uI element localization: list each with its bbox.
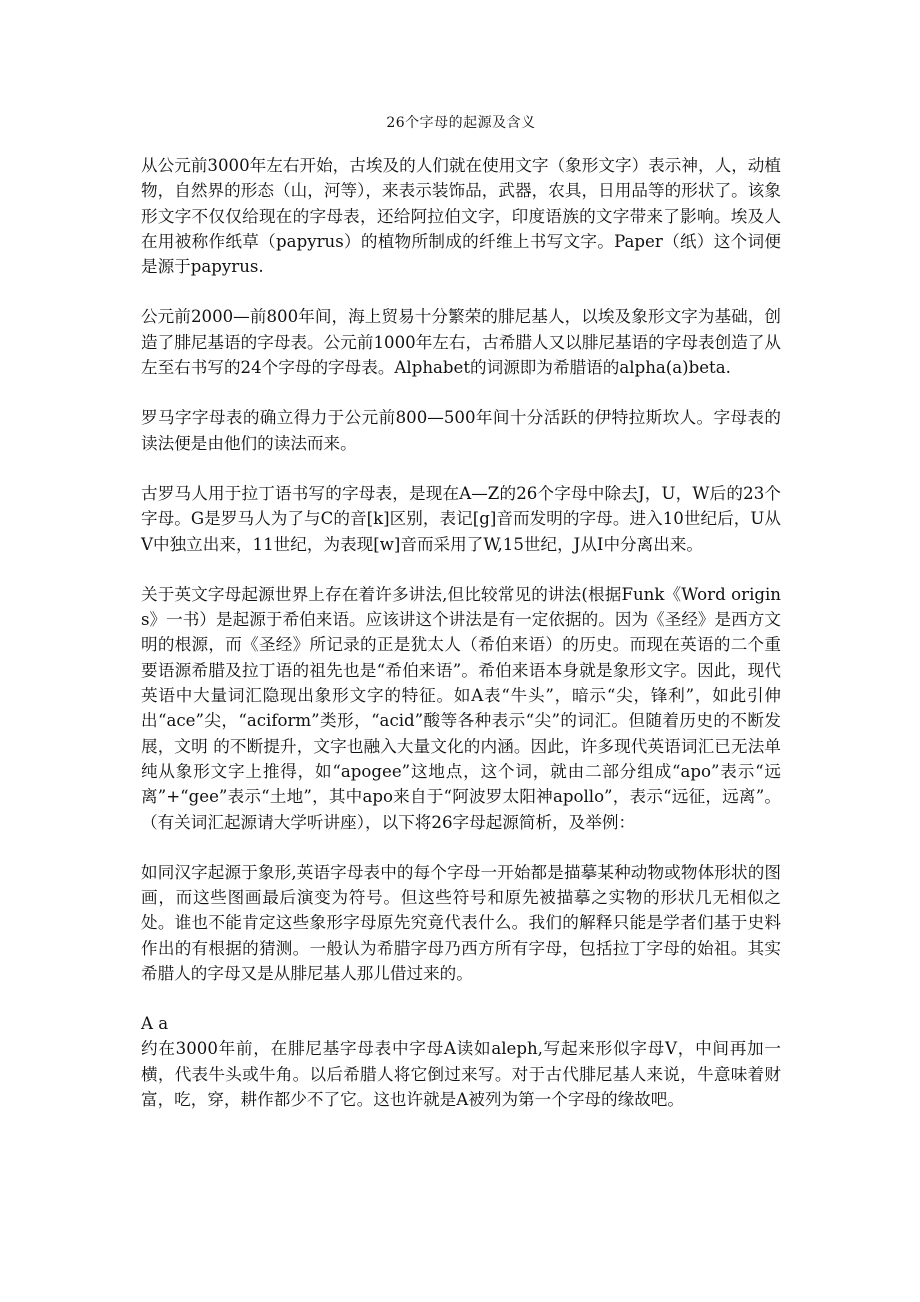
letter-a-section (141, 1011, 781, 1112)
document-title: 26个字母的起源及含义 (386, 115, 536, 131)
document-page (141, 113, 781, 1112)
letter-a-body: 约在3000年前，在腓尼基字母表中字母A读如aleph,写起来形似字母V，中间再加一横，代表牛头或牛角。以后希腊人将它倒过来写。对于古代腓尼基人来说，牛意味着财富，吃，穿，耕作都少不了它。这也许就是A被列为第一个字母的缘故吧。 (141, 1039, 781, 1109)
paragraph-phoenician-alphabet: 公元前2000—前800年间，海上贸易十分繁荣的腓尼基人，以埃及象形文字为基础，创造了腓尼基语的字母表。公元前1000年左右，古希腊人又以腓尼基语的字母表创造了从左至右书写的24个字母的字母表。Alphabet的词源即为希腊语的alpha(a)beta. (141, 307, 781, 378)
paragraph-etruscan: 罗马字字母表的确立得力于公元前800—500年间十分活跃的伊特拉斯坎人。字母表的读法便是由他们的读法而来。 (141, 408, 781, 453)
paragraph-pictograph-origin: 如同汉字起源于象形,英语字母表中的每个字母一开始都是描摹某种动物或物体形状的图画，而这些图画最后演变为符号。但这些符号和原先被描摹之实物的形状几无相似之处。谁也不能肯定这些象形字母原先究竟代表什么。我们的解释只能是学者们基于史料作出的有根据的猜测。一般认为希腊字母乃西方所有字母，包括拉丁字母的始祖。其实希腊人的字母又是从腓尼基人那儿借过来的。 (141, 862, 781, 984)
paragraph-roman-alphabet: 古罗马人用于拉丁语书写的字母表，是现在A—Z的26个字母中除去J，U，W后的23个字母。G是罗马人为了与C的音[k]区别，表记[g]音而发明的字母。进入10世纪后，U从V中独立出来，11世纪，为表现[w]音而采用了W,15世纪，J从I中分离出来。 (141, 483, 781, 554)
letter-a-heading: A a (141, 1014, 169, 1034)
paragraph-hebrew-theory: 关于英文字母起源世界上存在着许多讲法,但比较常见的讲法(根据Funk《Word origins》一书）是起源于希伯来语。应该讲这个讲法是有一定依据的。因为《圣经》是西方文明的根源，而《圣经》所记录的正是犹太人（希伯来语）的历史。而现在英语的二个重要语源希腊及拉丁语的祖先也是“希伯来语”。希伯来语本身就是象形文字。因此，现代英语中大量词汇隐现出象形文字的特征。如A表“牛头”，暗示“尖，锋利”，如此引伸出“ace”尖，“aciform”类形，“acid”酸等各种表示“尖”的词汇。但随着历史的不断发展，文明 的不断提升，文字也融入大量文化的内涵。因此，许多现代英语词汇已无法单纯从象形文字上推得，如“apogee”这地点，这个词，就由二部分组成“apo”表示“远离”+“gee”表示“土地”，其中apo来自于“阿波罗太阳神apollo”，表示“远征，远离”。（有关词汇起源请大学听讲座），以下将26字母起源简析，及举例： (141, 584, 781, 832)
paragraph-egyptian-origins: 从公元前3000年左右开始，古埃及的人们就在使用文字（象形文字）表示神，人，动植物，自然界的形态（山，河等），来表示装饰品，武器，农具，日用品等的形状了。该象形文字不仅仅给现在的字母表，还给阿拉伯文字，印度语族的文字带来了影响。埃及人在用被称作纸草（papyrus）的植物所制成的纤维上书写文字。Paper（纸）这个词便是源于papyrus. (141, 156, 781, 277)
